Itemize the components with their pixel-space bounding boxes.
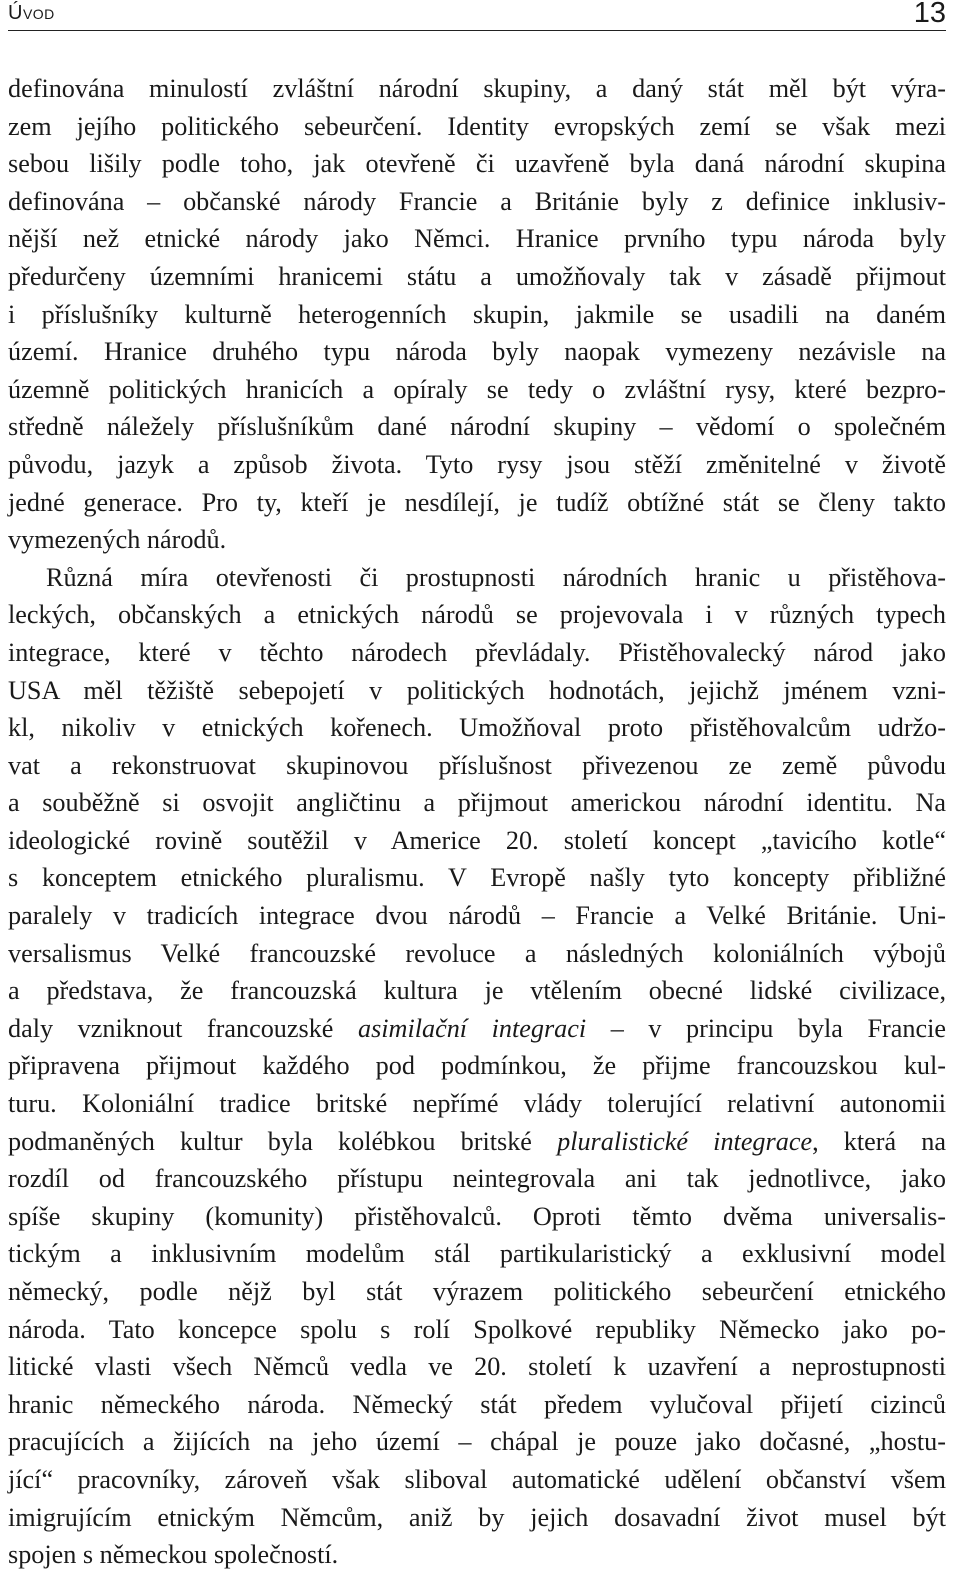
- text-run: jedné generace. Pro ty, kteří je nesdílejí, je tudíž obtížné stát se členy takto: [8, 487, 946, 517]
- text-line: [8, 709, 946, 747]
- text-run: versalismus Velké francouzské revoluce a následných koloniálních výbojů: [8, 938, 946, 968]
- italic-term: pluralistické integrace: [557, 1126, 813, 1156]
- text-line: [8, 1085, 946, 1123]
- paragraph: [8, 559, 946, 1574]
- text-line: [8, 822, 946, 860]
- text-run: původu, jazyk a způsob života. Tyto rysy jsou stěží změnitelné v životě: [8, 449, 946, 479]
- text-line: [8, 446, 946, 484]
- text-run: ideologické rovině soutěžil v Americe 20. století koncept „tavicího kotle“: [8, 825, 946, 855]
- text-line: [8, 1047, 946, 1085]
- text-line: [8, 108, 946, 146]
- text-line: [8, 408, 946, 446]
- text-line: [8, 1423, 946, 1461]
- text-line: [8, 935, 946, 973]
- text-line: [8, 897, 946, 935]
- text-run: , která na: [812, 1126, 946, 1156]
- text-run: integrace, které v těchto národech převládaly. Přistěhovalecký národ jako: [8, 637, 946, 667]
- text-line: [8, 747, 946, 785]
- text-line: [8, 183, 946, 221]
- page-header: [8, 0, 946, 31]
- text-run: podmaněných kultur byla kolébkou britské: [8, 1126, 558, 1156]
- text-run: imigrujícím etnickým Němcům, aniž by jejich dosavadní život musel být: [8, 1502, 946, 1532]
- text-line: [8, 634, 946, 672]
- text-line: [8, 859, 946, 897]
- text-line: [8, 559, 946, 597]
- text-line: [8, 371, 946, 409]
- text-run: a souběžně si osvojit angličtinu a přijmout americkou národní identitu. Na: [8, 788, 946, 818]
- text-run: Různá míra otevřenosti či prostupnosti národních hranic u přistěhova-: [46, 562, 946, 592]
- text-run: i příslušníky kulturně heterogenních skupin, jakmile se usadili na daném: [8, 299, 946, 329]
- text-run: – v principu byla Francie: [586, 1013, 946, 1043]
- text-run: vymezených národů.: [8, 525, 227, 555]
- text-run: USA měl těžiště sebepojetí v politických hodnotách, jejichž jménem vzni-: [8, 675, 946, 705]
- text-run: daly vzniknout francouzské: [8, 1013, 358, 1043]
- text-run: územně politických hranicích a opíraly se tedy o zvláštní rysy, které bezpro-: [8, 374, 946, 404]
- text-line: [8, 220, 946, 258]
- text-run: litické vlasti všech Němců vedla ve 20. století k uzavření a neprostupnosti: [8, 1352, 946, 1382]
- text-run: připravena přijmout každého pod podmínkou, že přijme francouzskou kul-: [8, 1051, 946, 1081]
- text-run: kl, nikoliv v etnických kořenech. Umožňoval proto přistěhovalcům udržo-: [8, 713, 946, 743]
- text-run: pracujících a žijících na jeho území – chápal je pouze jako dočasné, „hostu-: [8, 1427, 946, 1457]
- running-head: Úvod: [8, 2, 55, 24]
- text-run: předurčeny územními hranicemi státu a umožňovaly tak v zásadě přijmout: [8, 261, 946, 291]
- text-run: jící“ pracovníky, zároveň však sliboval automatické udělení občanství všem: [8, 1464, 946, 1494]
- text-line: [8, 70, 946, 108]
- text-run: vat a rekonstruovat skupinovou příslušnost přivezenou ze země původu: [8, 750, 946, 780]
- text-run: sebou lišily podle toho, jak otevřeně či uzavřeně byla daná národní skupina: [8, 149, 946, 179]
- text-line: [8, 521, 946, 559]
- text-run: německý, podle nějž byl stát výrazem politického sebeurčení etnického: [8, 1277, 946, 1306]
- text-run: nější než etnické národy jako Němci. Hranice prvního typu národa byly: [8, 224, 946, 254]
- text-line: [8, 1235, 946, 1273]
- text-run: s konceptem etnického pluralismu. V Evropě našly tyto koncepty přibližné: [8, 863, 946, 893]
- text-run: spojen s německou společností.: [8, 1540, 339, 1570]
- text-line: [8, 1311, 946, 1349]
- text-line: [8, 333, 946, 371]
- text-line: [8, 1461, 946, 1499]
- italic-term: asimilační integraci: [357, 1013, 587, 1043]
- text-line: [8, 672, 946, 710]
- text-run: rozdíl od francouzského přístupu neintegrovala ani tak jednotlivce, jako: [8, 1164, 946, 1194]
- text-run: tickým a inklusivním modelům stál partikularistický a exklusivní model: [8, 1239, 946, 1269]
- text-line: [8, 145, 946, 183]
- text-run: zem jejího politického sebeurčení. Identity evropských zemí se však mezi: [8, 111, 946, 141]
- text-line: [8, 1273, 946, 1311]
- text-run: leckých, občanských a etnických národů se projevovala i v různých typech: [8, 600, 946, 630]
- text-run: národa. Tato koncepce spolu s rolí Spolkové republiky Německo jako po-: [8, 1314, 946, 1344]
- text-run: středně náležely příslušníkům dané národní skupiny – vědomí o společném: [8, 412, 946, 442]
- text-line: [8, 784, 946, 822]
- text-line: [8, 296, 946, 334]
- text-line: [8, 484, 946, 522]
- text-line: [8, 1123, 946, 1161]
- text-run: turu. Koloniální tradice britské nepřímé vlády tolerující relativní autonomii: [8, 1089, 946, 1119]
- text-line: [8, 1536, 946, 1574]
- body-text: [8, 70, 946, 1574]
- text-line: [8, 258, 946, 296]
- text-run: spíše skupiny (komunity) přistěhovalců. Oproti těmto dvěma universalis-: [8, 1201, 946, 1231]
- text-line: [8, 1348, 946, 1386]
- text-run: paralely v tradicích integrace dvou národů – Francie a Velké Británie. Uni-: [8, 901, 946, 931]
- page-number: 13: [913, 0, 946, 29]
- text-line: [8, 1010, 946, 1048]
- text-line: [8, 972, 946, 1010]
- text-run: definována – občanské národy Francie a Británie byly z definice inklusiv-: [8, 186, 946, 216]
- text-line: [8, 1386, 946, 1424]
- paragraph: [8, 70, 946, 559]
- text-line: [8, 1499, 946, 1537]
- text-line: [8, 596, 946, 634]
- text-line: [8, 1198, 946, 1236]
- text-run: definována minulostí zvláštní národní skupiny, a daný stát měl být výra-: [8, 74, 946, 103]
- text-run: hranic německého národa. Německý stát předem vylučoval přijetí cizinců: [8, 1389, 946, 1419]
- text-run: území. Hranice druhého typu národa byly naopak vymezeny nezávisle na: [8, 337, 946, 367]
- text-run: a představa, že francouzská kultura je vtělením obecné lidské civilizace,: [8, 976, 946, 1006]
- text-line: [8, 1160, 946, 1198]
